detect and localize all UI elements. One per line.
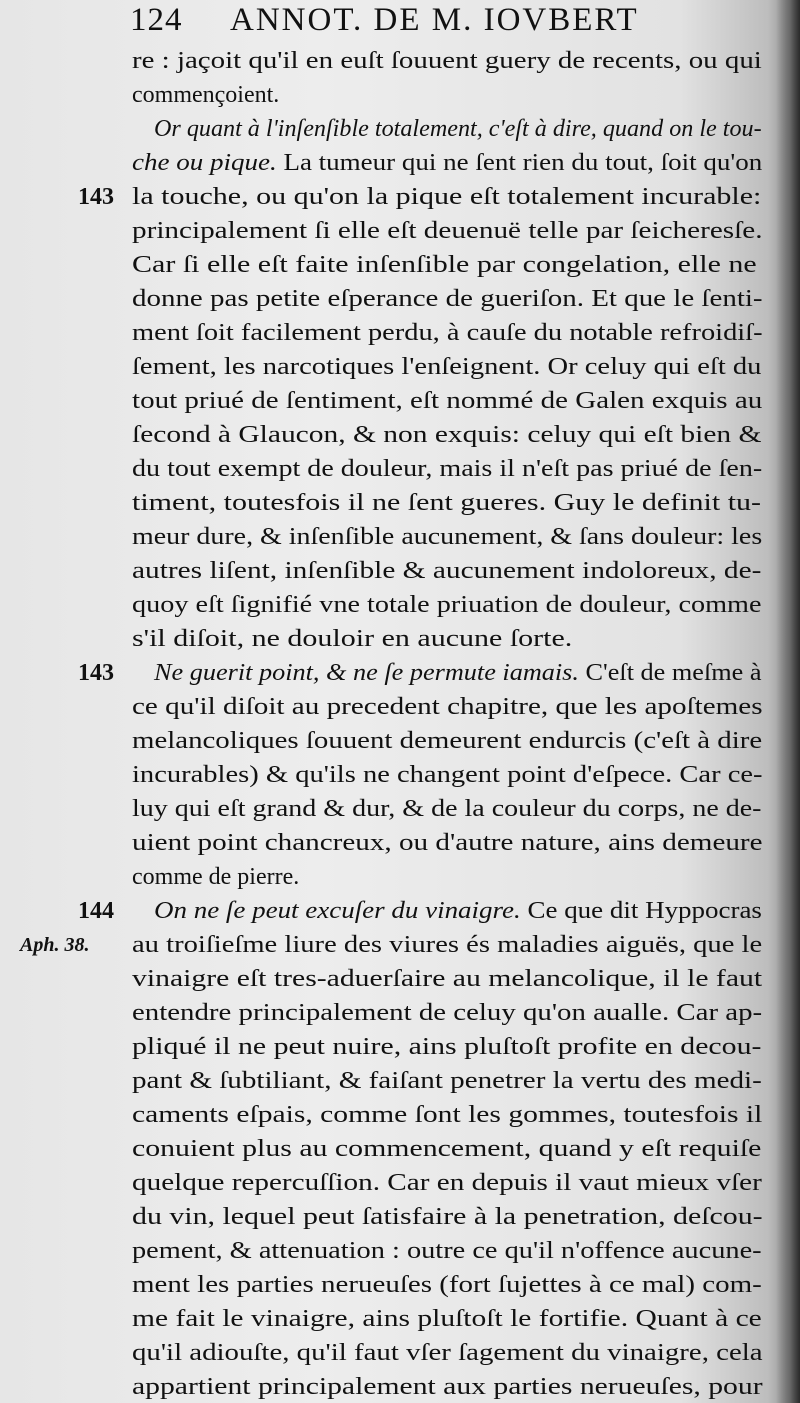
text-line: ce qu'il diſoit au precedent chapitre, que les apoſtemes (132, 694, 763, 720)
line-text: C'eſt de meſme à (578, 660, 762, 686)
text-line: donne pas petite eſperance de gueriſon. Et que le ſenti- (132, 286, 763, 312)
text-line: re : jaçoit qu'il en euſt ſouuent guery de recents, ou qui (132, 48, 762, 74)
text-line: autres liſent, inſenſible & aucunement indoloreux, de- (132, 558, 762, 584)
text-line: tout priué de ſentiment, eſt nommé de Galen exquis au (132, 388, 763, 414)
page-gutter-shadow (776, 0, 800, 1403)
text-line: appartient principalement aux parties nerueuſes, pour (132, 1374, 763, 1400)
text-line: Car ſi elle eſt faite inſenſible par congelation, elle ne (132, 252, 757, 278)
text-line: comme de pierre. (132, 864, 300, 890)
page-header (130, 2, 770, 42)
text-line: vinaigre eſt tres-aduerſaire au melancolique, il le faut (132, 966, 763, 992)
page-number: 124 (130, 2, 183, 38)
text-line: au troiſieſme liure des viures és maladies aiguës, que le (132, 932, 763, 958)
line-text: La tumeur qui ne ſent rien du tout, ſoit qu'on (276, 150, 763, 176)
text-line: pement, & attenuation : outre ce qu'il n'offence aucune- (132, 1238, 762, 1264)
text-line: s'il diſoit, ne douloir en aucune ſorte. (132, 626, 573, 652)
text-line: ſecond à Glaucon, & non exquis: celuy qui eſt bien & (132, 422, 762, 448)
text-line: luy qui eſt grand & dur, & de la couleur du corps, ne de- (132, 796, 762, 822)
running-head: ANNOT. DE M. IOVBERT (230, 2, 639, 38)
margin-note: 143 (78, 660, 114, 686)
text-line: pant & ſubtiliant, & faiſant penetrer la vertu des medi- (132, 1068, 762, 1094)
line-text: Ce que dit Hyppocras (520, 898, 762, 924)
margin-note: 143 (78, 184, 114, 210)
text-line (154, 894, 762, 928)
text-line: caments eſpais, comme ſont les gommes, toutesfois il (132, 1102, 763, 1128)
text-line: du tout exempt de douleur, mais il n'eſt pas priué de ſen- (132, 456, 763, 482)
text-line: melancoliques ſouuent demeurent endurcis (c'eſt à dire (132, 728, 763, 754)
text-line: quoy eſt ſignifié vne totale priuation de douleur, comme (132, 592, 762, 618)
text-line: du vin, lequel peut ſatisfaire à la penetration, deſcou- (132, 1204, 763, 1230)
text-line: ment les parties nerueuſes (fort ſujettes à ce mal) com- (132, 1272, 762, 1298)
text-line: ment ſoit facilement perdu, à cauſe du notable refroidiſ- (132, 320, 763, 346)
italic-lemma: On ne ſe peut excuſer du vinaigre. (154, 898, 521, 924)
text-line: Or quant à l'inſenſible totalement, c'eſt à dire, quand on le tou- (154, 116, 762, 142)
margin-note: Aph. 38. (20, 934, 90, 956)
text-line: me fait le vinaigre, ains pluſtoſt le fortifie. Quant à ce (132, 1306, 762, 1332)
italic-lemma: che ou pique. (132, 150, 277, 176)
text-line: meur dure, & inſenſible aucunement, & ſans douleur: les (132, 524, 763, 550)
text-line: uient point chancreux, ou d'autre nature, ains demeure (132, 830, 763, 856)
margin-note: 144 (78, 898, 114, 924)
text-line: qu'il adiouſte, qu'il faut vſer ſagement du vinaigre, cela (132, 1340, 763, 1366)
text-line: la touche, ou qu'on la pique eſt totalement incurable: (132, 184, 762, 210)
italic-lemma: Ne guerit point, & ne ſe permute iamais. (154, 660, 579, 686)
text-line: entendre principalement de celuy qu'on aualle. Car ap- (132, 1000, 763, 1026)
text-line: ſement, les narcotiques l'enſeignent. Or celuy qui eſt du (132, 354, 762, 380)
text-line (154, 656, 762, 690)
text-line: pliqué il ne peut nuire, ains pluſtoſt profite en decou- (132, 1034, 762, 1060)
text-line (132, 146, 762, 180)
text-line: conuient plus au commencement, quand y eſt requiſe (132, 1136, 762, 1162)
text-line: principalement ſi elle eſt deuenuë telle par ſeicheresſe. (132, 218, 763, 244)
text-line: timent, toutesfois il ne ſent gueres. Guy le definit tu- (132, 490, 762, 516)
text-line: quelque repercuſſion. Car en depuis il vaut mieux vſer (132, 1170, 762, 1196)
text-line: incurables) & qu'ils ne changent point d'eſpece. Car ce- (132, 762, 763, 788)
text-line: commençoient. (132, 82, 280, 108)
